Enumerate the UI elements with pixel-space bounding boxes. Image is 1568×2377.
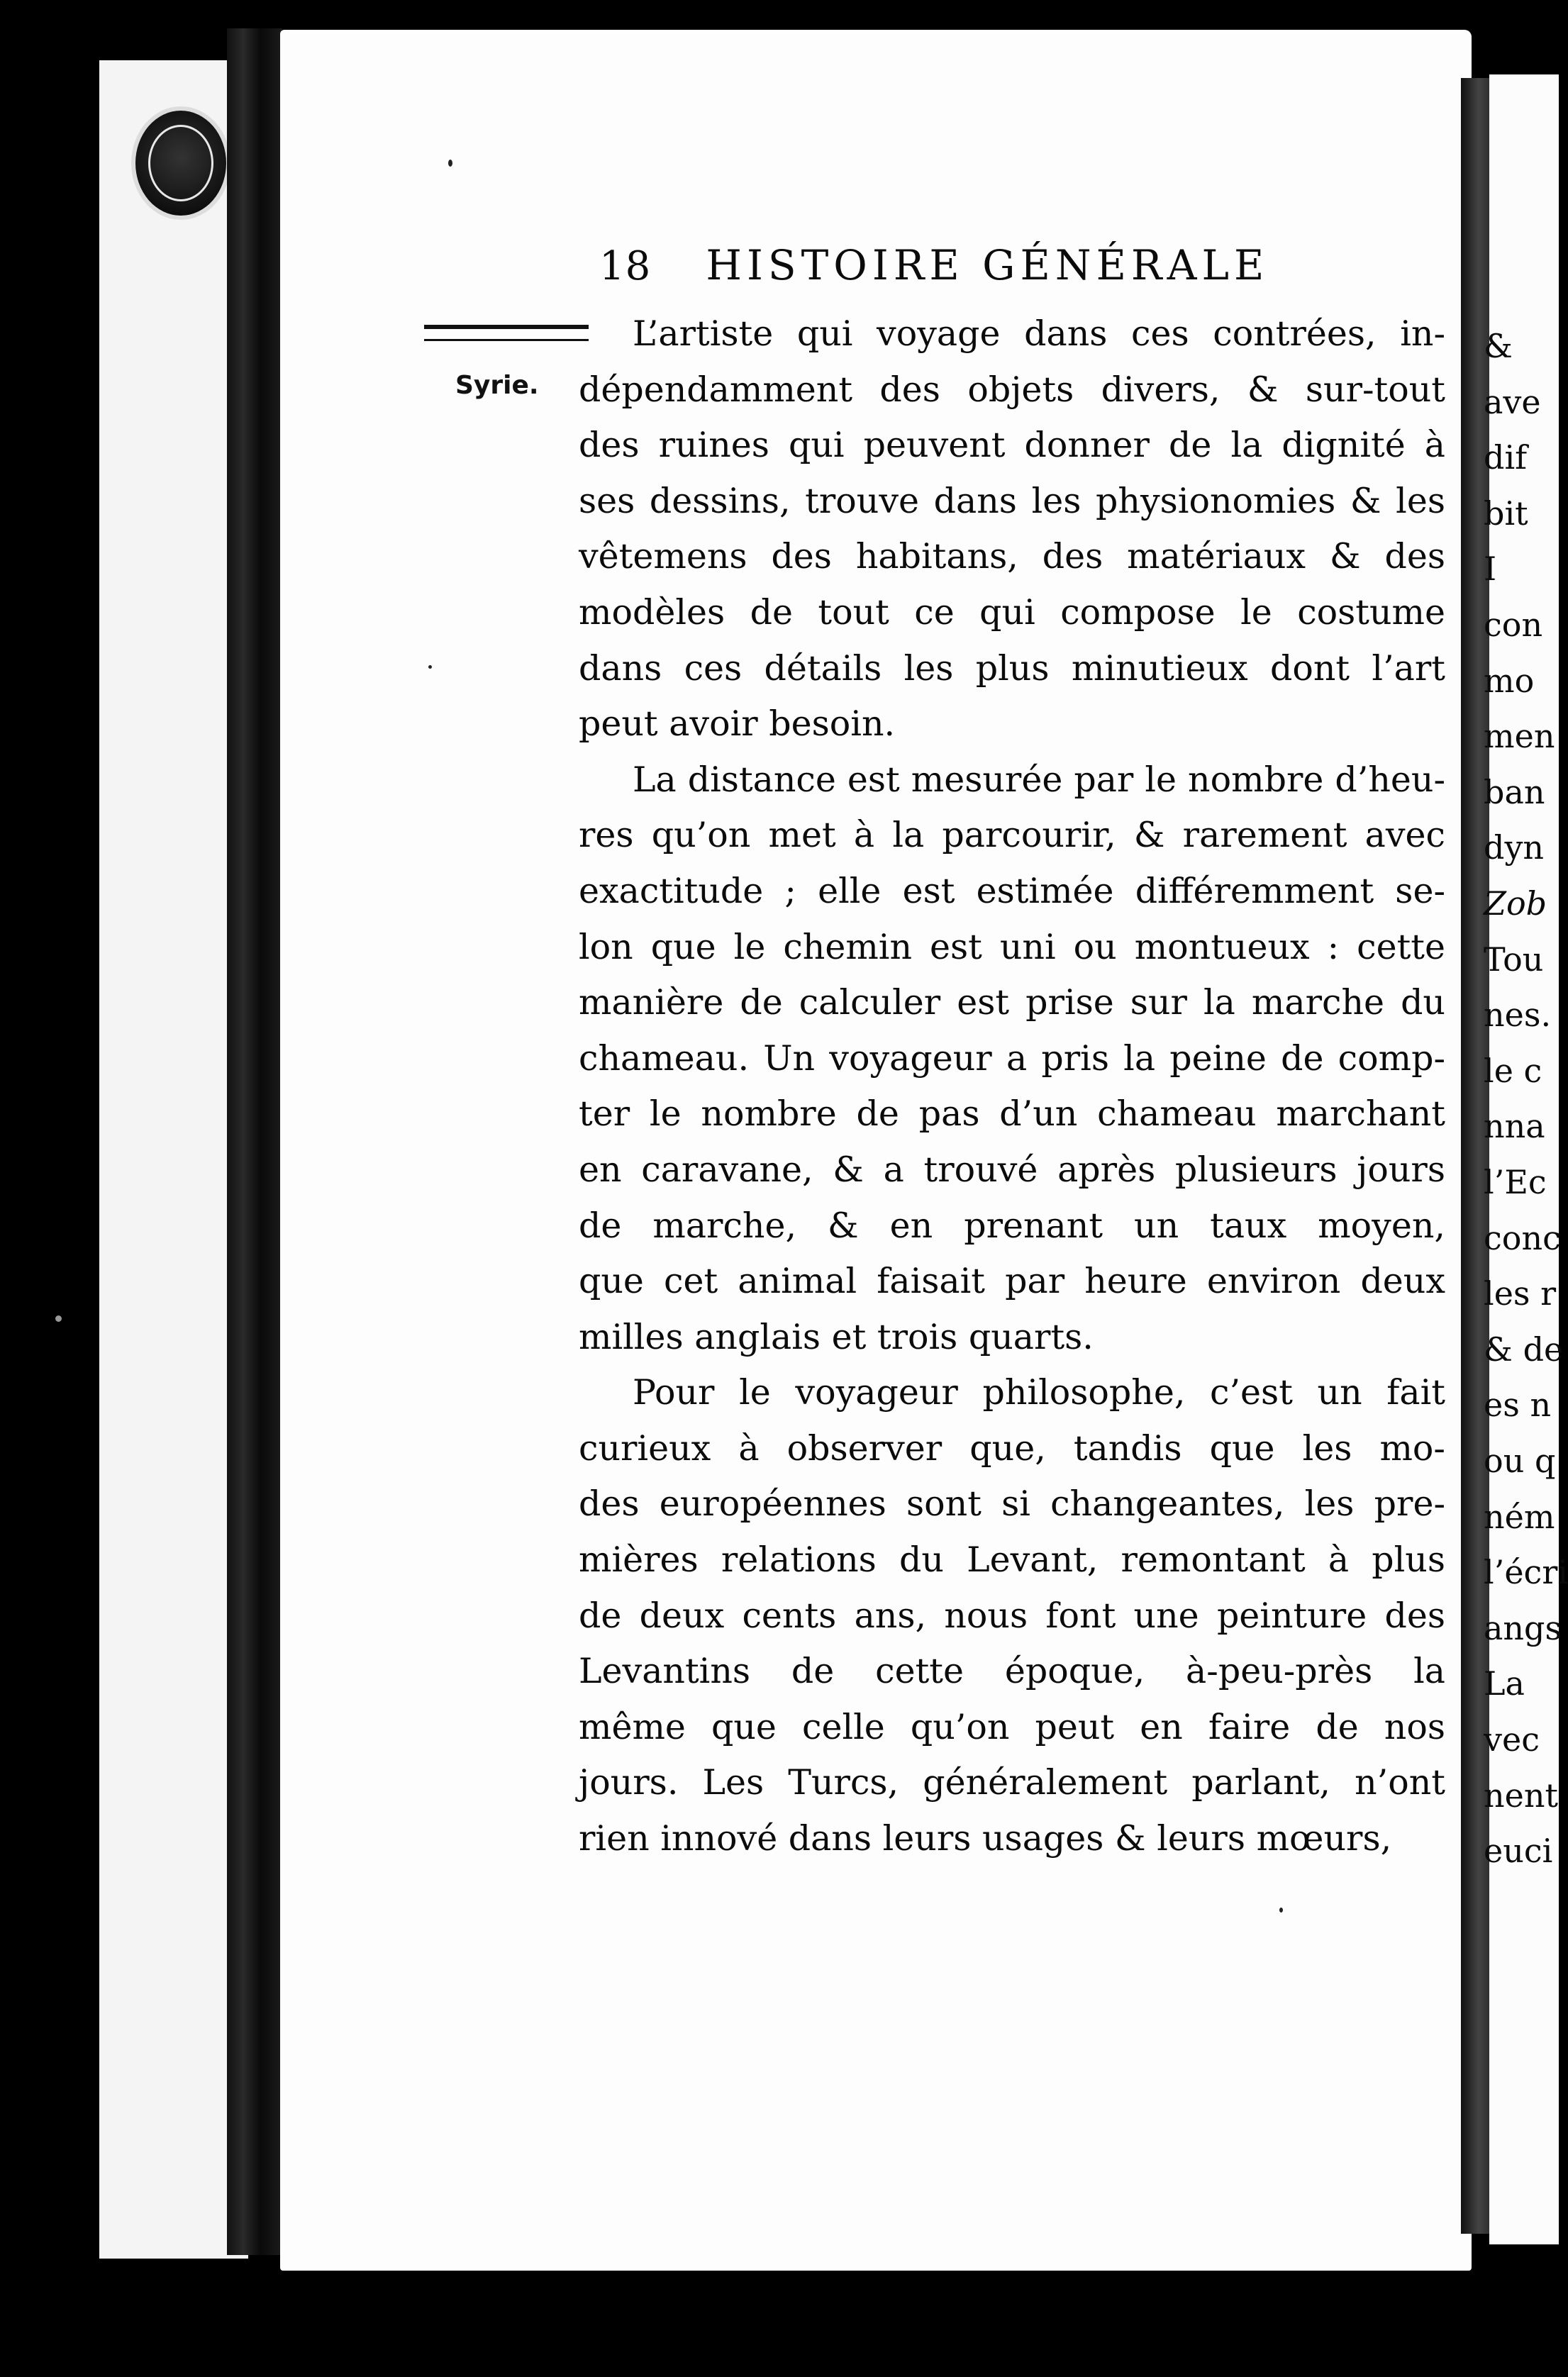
text-line: même que celle qu’on peut en faire de nos	[579, 1706, 1445, 1747]
text-line: rien innové dans leurs usages & leurs mœurs,	[579, 1818, 1392, 1859]
scan-speck	[1279, 1908, 1283, 1913]
next-page-fragment: & de	[1484, 1330, 1564, 1369]
text-line: exactitude ; elle est estimée différemment se-	[579, 870, 1445, 911]
next-page-fragment: les r	[1484, 1274, 1557, 1313]
next-page-fragment: vec	[1484, 1720, 1540, 1759]
next-page-fragment: es n	[1484, 1386, 1552, 1424]
text-line: des ruines qui peuvent donner de la dignité à	[579, 425, 1445, 466]
next-page-fragment: nent	[1484, 1776, 1558, 1815]
next-page-fragment: La	[1484, 1664, 1525, 1703]
text-line: en caravane, & a trouvé après plusieurs jours	[579, 1149, 1445, 1190]
next-page-fragment: conc	[1484, 1219, 1561, 1257]
text-line: milles anglais et trois quarts.	[579, 1316, 1094, 1357]
running-header	[599, 241, 1269, 289]
text-line: dépendamment des objets divers, & sur-tout	[579, 369, 1445, 410]
next-page-fragment: Zob	[1484, 884, 1547, 923]
text-line: jours. Les Turcs, généralement parlant, n’ont	[579, 1762, 1445, 1803]
text-line: ses dessins, trouve dans les physionomies & les	[579, 480, 1445, 521]
text-line: lon que le chemin est uni ou montueux : cette	[579, 926, 1445, 967]
body-text	[579, 306, 1445, 1867]
margin-rule	[424, 325, 589, 341]
text-line: Pour le voyageur philosophe, c’est un fait	[633, 1372, 1445, 1413]
running-title: HISTOIRE GÉNÉRALE	[706, 241, 1269, 289]
text-line: modèles de tout ce qui compose le costume	[579, 591, 1445, 633]
text-line: dans ces détails les plus minutieux dont l’art	[579, 647, 1445, 689]
next-page-fragment: men	[1484, 717, 1555, 755]
text-line: peut avoir besoin.	[579, 703, 896, 745]
next-page-fragment: ném	[1484, 1498, 1555, 1536]
next-page-fragment: bit	[1484, 494, 1528, 533]
text-line: des européennes sont si changeantes, les pre-	[579, 1483, 1445, 1525]
next-page-fragment: ave	[1484, 383, 1541, 421]
text-line: que cet animal faisait par heure environ deux	[579, 1261, 1445, 1302]
scan-speck	[428, 665, 432, 669]
next-page-fragment: con	[1484, 606, 1543, 644]
next-page-fragment: l’écri	[1484, 1553, 1568, 1591]
text-line: manière de calculer est prise sur la marche du	[579, 982, 1445, 1023]
next-page-fragment: angs	[1484, 1609, 1562, 1647]
text-line: La distance est mesurée par le nombre d’heu-	[633, 759, 1445, 800]
next-page-fragment: Tou	[1484, 940, 1544, 979]
previous-leaf-edge	[99, 60, 248, 2259]
text-line: chameau. Un voyageur a pris la peine de comp-	[579, 1037, 1445, 1079]
text-line: L’artiste qui voyage dans ces contrées, in-	[633, 313, 1445, 354]
next-page-fragment: I	[1484, 550, 1497, 588]
margin-note: Syrie.	[455, 371, 539, 400]
next-page-fragment: ou q	[1484, 1442, 1556, 1480]
next-page-fragment: l’Ec	[1484, 1163, 1547, 1201]
next-page-fragment: dyn	[1484, 828, 1545, 867]
text-line: Levantins de cette époque, à-peu-près la	[579, 1651, 1445, 1692]
text-line: ter le nombre de pas d’un chameau marchant	[579, 1093, 1445, 1135]
next-page-fragment: euci	[1484, 1832, 1553, 1870]
text-line: curieux à observer que, tandis que les mo-	[579, 1427, 1445, 1469]
next-page-fragment: mo	[1484, 662, 1535, 700]
scan-speck	[448, 160, 452, 167]
text-line: de marche, & en prenant un taux moyen,	[579, 1205, 1445, 1246]
text-line: res qu’on met à la parcourir, & rarement avec	[579, 815, 1445, 856]
next-page-fragment: nes.	[1484, 996, 1552, 1034]
next-page-edge	[1484, 74, 1568, 2244]
text-line: vêtemens des habitans, des matériaux & des	[579, 536, 1445, 577]
next-page-fragment: &	[1484, 327, 1513, 365]
next-page-fragment: le c	[1484, 1052, 1542, 1090]
text-line: de deux cents ans, nous font une peinture des	[579, 1595, 1445, 1636]
stamp-ring	[148, 125, 213, 201]
library-stamp-icon	[131, 106, 230, 220]
next-page-fragment: dif	[1484, 438, 1528, 477]
next-page-fragment: ban	[1484, 773, 1545, 811]
page-number: 18	[599, 243, 652, 289]
next-page-fragment: nna	[1484, 1107, 1545, 1145]
text-line: mières relations du Levant, remontant à plus	[579, 1540, 1445, 1581]
scan-speck	[55, 1315, 62, 1322]
book-spine	[227, 28, 282, 2255]
